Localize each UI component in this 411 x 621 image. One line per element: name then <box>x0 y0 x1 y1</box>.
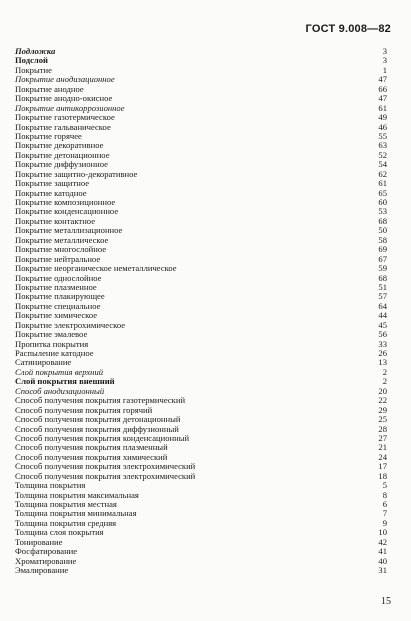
index-term: Способ получения покрытия конденсационный <box>15 432 190 443</box>
index-term: Покрытие электрохимическое <box>15 319 126 330</box>
index-term: Покрытие защитно-декоративное <box>15 168 138 179</box>
index-term: Покрытие металлическое <box>15 234 109 245</box>
index-term: Толщина слоя покрытия <box>15 527 104 538</box>
index-term: Толщина покрытия местная <box>15 499 117 509</box>
index-page-ref: 1 <box>382 64 387 75</box>
index-page-ref: 64 <box>378 300 387 311</box>
index-page-ref: 56 <box>378 329 387 340</box>
index-term: Подложка <box>15 46 56 56</box>
index-page-ref: 40 <box>378 555 387 566</box>
index-term: Слой покрытия внешний <box>15 376 115 387</box>
index-page-ref: 21 <box>378 442 387 453</box>
index-term: Покрытие защитное <box>15 178 90 189</box>
index-page-ref: 13 <box>378 357 387 368</box>
index-page-ref: 42 <box>378 536 387 547</box>
index-page-ref: 3 <box>382 55 387 66</box>
index-page-ref: 65 <box>378 187 387 198</box>
index-page-ref: 55 <box>378 130 387 141</box>
index-page-ref: 10 <box>378 527 387 538</box>
index-term: Покрытие анодизационное <box>15 74 115 85</box>
index-term: Покрытие плазменное <box>15 281 97 292</box>
index-page-ref: 31 <box>378 565 387 576</box>
index-page-ref: 24 <box>378 451 387 462</box>
index-term: Покрытие <box>15 64 52 75</box>
index-page-ref: 5 <box>382 480 387 491</box>
index-term: Покрытие эмалевое <box>15 329 88 340</box>
index-page-ref: 41 <box>378 546 387 557</box>
index-term: Способ получения покрытия горячий <box>15 404 153 415</box>
index-entry <box>15 47 387 56</box>
index-page-ref: 2 <box>382 366 387 377</box>
index-page-ref: 6 <box>382 499 387 509</box>
index-term: Распыление катодное <box>15 348 94 358</box>
index-page-ref: 68 <box>378 272 387 283</box>
index-term: Пропитка покрытия <box>15 338 89 349</box>
index-page-ref: 18 <box>378 470 387 481</box>
index-term: Покрытие металлизационное <box>15 225 123 236</box>
index-page-ref: 26 <box>378 348 387 358</box>
index-term: Способ получения покрытия электрохимический <box>15 470 196 481</box>
index-term: Способ получения покрытия электрохимический <box>15 461 196 472</box>
index-page-ref: 66 <box>378 83 387 94</box>
index-entry <box>15 557 387 566</box>
index-page-ref: 2 <box>382 376 387 387</box>
index-page-ref: 28 <box>378 423 387 434</box>
index-page-ref: 63 <box>378 140 387 151</box>
index-page-ref: 54 <box>378 159 387 170</box>
index-page-ref: 49 <box>378 112 387 123</box>
index-term: Покрытие специальное <box>15 300 101 311</box>
index-term: Хроматирование <box>15 555 77 566</box>
index-entry <box>15 56 387 65</box>
index-term: Тонирование <box>15 536 63 547</box>
index-term: Покрытие антикоррозионное <box>15 102 125 113</box>
index-term: Толщина покрытия максимальная <box>15 489 139 500</box>
index-term: Подслой <box>15 55 48 66</box>
index-page-ref: 17 <box>378 461 387 472</box>
index-page-ref: 50 <box>378 225 387 236</box>
index-page-ref: 22 <box>378 395 387 406</box>
index-page-ref: 47 <box>378 93 387 104</box>
index-page-ref: 68 <box>378 215 387 226</box>
index-page-ref: 53 <box>378 206 387 217</box>
index-page-ref: 57 <box>378 291 387 302</box>
index-term: Покрытие однослойное <box>15 272 102 283</box>
index-page-ref: 61 <box>378 102 387 113</box>
index-term: Покрытие конденсационное <box>15 206 119 217</box>
index-term: Фосфатирование <box>15 546 78 557</box>
index-term: Покрытие композиционное <box>15 197 116 207</box>
index-term: Покрытие анодно-окисное <box>15 93 113 104</box>
index-page-ref: 47 <box>378 74 387 85</box>
index-term: Способ получения покрытия газотермический <box>15 395 186 406</box>
index-page-ref: 46 <box>378 121 387 132</box>
index-term: Способ получения покрытия диффузионный <box>15 423 179 434</box>
index-term: Покрытие диффузионное <box>15 159 108 170</box>
index-page-ref: 45 <box>378 319 387 330</box>
index-term: Покрытие плакирующее <box>15 291 105 302</box>
index-term: Толщина покрытия минимальная <box>15 508 137 519</box>
index-page-ref: 44 <box>378 310 387 321</box>
index-entry <box>15 528 387 537</box>
index-term: Покрытие катодное <box>15 187 87 198</box>
index-page-ref: 27 <box>378 432 387 443</box>
index-page-ref: 58 <box>378 234 387 245</box>
index-term: Толщина покрытия средняя <box>15 517 117 528</box>
document-code: ГОСТ 9.008—82 <box>305 23 391 35</box>
index-term: Покрытие многослойное <box>15 244 107 255</box>
index-term: Способ получения покрытия химический <box>15 451 168 462</box>
index-page-ref: 59 <box>378 263 387 274</box>
index-page-ref: 69 <box>378 244 387 255</box>
index-page-ref: 25 <box>378 414 387 425</box>
index-page-ref: 52 <box>378 149 387 160</box>
index-page-ref: 62 <box>378 168 387 179</box>
index-term: Способ анодизационный <box>15 385 105 396</box>
index-page-ref: 29 <box>378 404 387 415</box>
index-term: Покрытие химическое <box>15 310 98 321</box>
index-page-ref: 51 <box>378 281 387 292</box>
index-term: Покрытие нейтральное <box>15 253 101 264</box>
index-entry <box>15 566 387 575</box>
index-page-ref: 67 <box>378 253 387 264</box>
index-term: Покрытие газотермическое <box>15 112 115 123</box>
index-term: Способ получения покрытия детонационный <box>15 414 181 425</box>
index-page-ref: 7 <box>382 508 387 519</box>
index-term: Покрытие анодное <box>15 83 84 94</box>
index-term: Толщина покрытия <box>15 480 86 491</box>
index-page-ref: 20 <box>378 385 387 396</box>
page-number: 15 <box>381 596 391 607</box>
index-page-ref: 9 <box>382 517 387 528</box>
index-term: Сатинирование <box>15 357 72 368</box>
index-term: Покрытие декоративное <box>15 140 104 151</box>
index-page-ref: 33 <box>378 338 387 349</box>
term-index-list <box>15 47 387 576</box>
index-page-ref: 61 <box>378 178 387 189</box>
index-term: Покрытие детонационное <box>15 149 110 160</box>
index-page-ref: 8 <box>382 489 387 500</box>
index-page-ref: 60 <box>378 197 387 207</box>
index-term: Покрытие контактное <box>15 215 96 226</box>
index-term: Покрытие гальваническое <box>15 121 111 132</box>
index-term: Способ получения покрытия плазменный <box>15 442 168 453</box>
index-term: Покрытие неорганическое неметаллическое <box>15 263 177 274</box>
index-term: Слой покрытия верхний <box>15 366 104 377</box>
index-page-ref: 3 <box>382 46 387 56</box>
index-term: Эмалирование <box>15 565 69 576</box>
index-term: Покрытие горячее <box>15 130 82 141</box>
